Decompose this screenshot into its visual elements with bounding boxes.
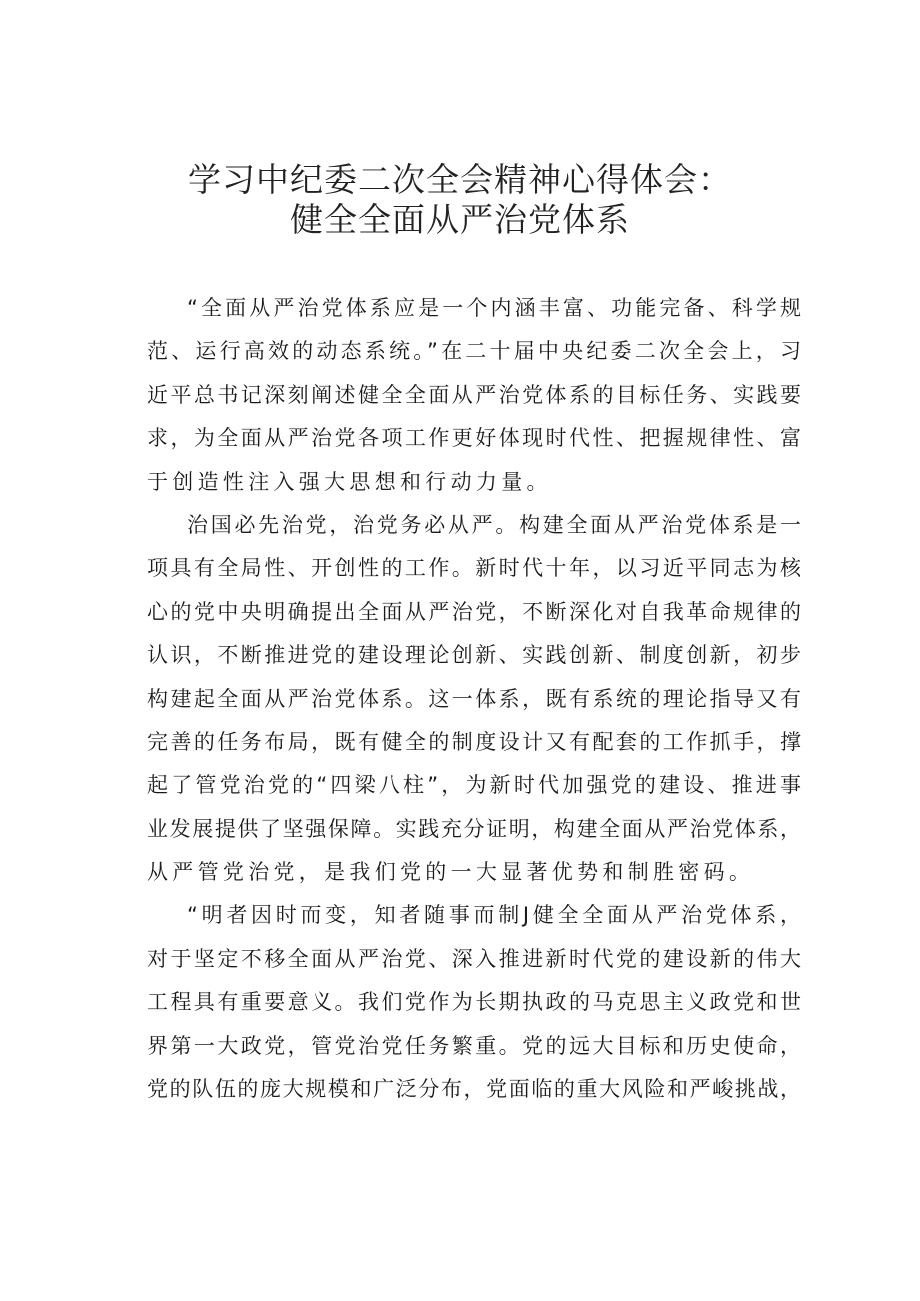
text-line: 心的党中央明确提出全面从严治党，不断深化对自我革命规律的: [147, 599, 801, 624]
text-line: 界第一大政党，管党治党任务繁重。党的远大目标和历史使命，: [147, 1033, 801, 1058]
text-line: 近平总书记深刻阐述健全全面从严治党体系的目标任务、实践要: [147, 382, 801, 407]
text-line: 范、运行高效的动态系统。”在二十届中央纪委二次全会上，习: [147, 339, 801, 364]
text-line: 项具有全局性、开创性的工作。新时代十年，以习近平同志为核: [147, 556, 801, 581]
text-line: 党的队伍的庞大规模和广泛分布，党面临的重大风险和严峻挑战，: [147, 1077, 801, 1102]
text-line: 对于坚定不移全面从严治党、深入推进新时代党的建设新的伟大: [147, 946, 801, 971]
document-title-line-2: 健全全面从严治党体系: [290, 200, 630, 239]
text-line: “全面从严治党体系应是一个内涵丰富、功能完备、科学规: [187, 296, 801, 320]
text-line: “明者因时而变，知者随事而制J健全全面从严治党体系，: [187, 903, 801, 928]
text-line: 工程具有重要意义。我们党作为长期执政的马克思主义政党和世: [147, 990, 801, 1015]
text-line: 完善的任务布局，既有健全的制度设计又有配套的工作抓手，撑: [147, 729, 801, 754]
paragraph-1: [147, 287, 801, 504]
text-line: 治国必先治党，治党务必从严。构建全面从严治党体系是一: [187, 512, 801, 537]
text-line: 业发展提供了坚强保障。实践充分证明，构建全面从严治党体系，: [147, 816, 801, 841]
text-line: 认识，不断推进党的建设理论创新、实践创新、制度创新，初步: [147, 643, 801, 668]
document-body: [147, 287, 801, 1111]
text-line: 起了管党治党的“四梁八柱”，为新时代加强党的建设、推进事: [147, 773, 801, 798]
text-line: 构建起全面从严治党体系。这一体系，既有系统的理论指导又有: [147, 686, 801, 711]
text-line: 从严管党治党，是我们党的一大显著优势和制胜密码。: [147, 860, 755, 885]
text-line: 求，为全面从严治党各项工作更好体现时代性、把握规律性、富: [147, 426, 801, 451]
document-title-line-1: 学习中纪委二次全会精神心得体会：: [188, 160, 732, 199]
text-line: 于创造性注入强大思想和行动力量。: [147, 469, 552, 494]
paragraph-2: [147, 504, 801, 895]
paragraph-3: [147, 894, 801, 1111]
